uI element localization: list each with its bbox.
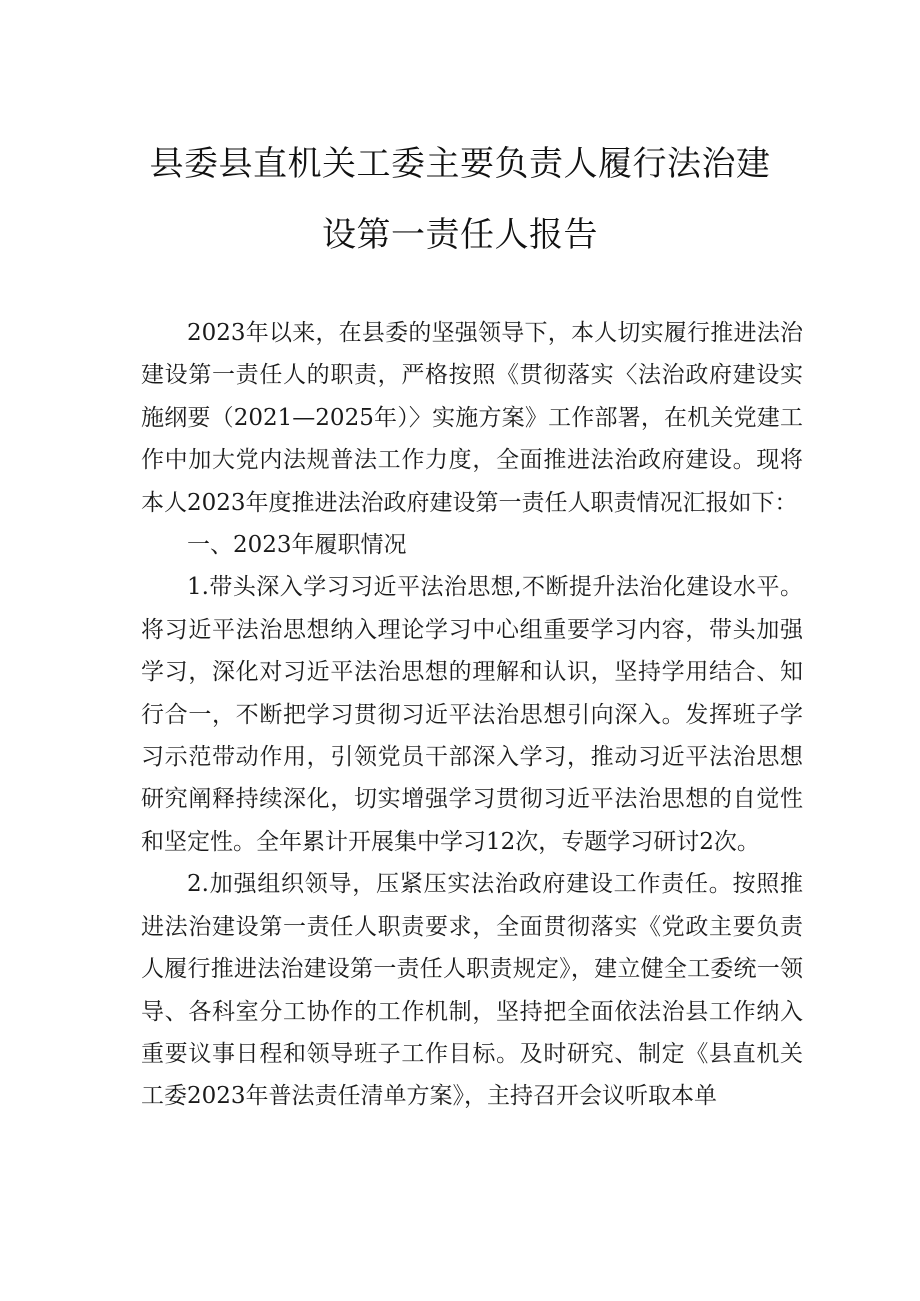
document-title-line-2: 设第一责任人报告 [322, 215, 598, 255]
paragraph-item-1: 1.带头深入学习习近平法治思想,不断提升法治化建设水平。将习近平法治思想纳入理论学习中心组重要学习内容，带头加强学习，深化对习近平法治思想的理解和认识，坚持学用结合、知行合一，不断把学习贯彻习近平法治思想引向深入。发挥班子学习示范带动作用，引领党员干部深入学习，推动习近平法治思想研究阐释持续深化，切实增强学习贯彻习近平法治思想的自觉性和坚定性。全年累计开展集中学习12次，专题学习研讨2次。 [141, 574, 803, 855]
paragraph-intro: 2023年以来，在县委的坚强领导下，本人切实履行推进法治建设第一责任人的职责，严格按照《贯彻落实〈法治政府建设实施纲要（2021—2025年）〉实施方案》工作部署，在机关党建工作中加大党内法规普法工作力度，全面推进法治政府建设。现将本人2023年度推进法治政府建设第一责任人职责情况汇报如下： [141, 320, 803, 516]
section-heading: 一、2023年履职情况 [187, 532, 407, 559]
document-body [141, 312, 803, 1118]
paragraph-item-2: 2.加强组织领导，压紧压实法治政府建设工作责任。按照推进法治建设第一责任人职责要求，全面贯彻落实《党政主要负责人履行推进法治建设第一责任人职责规定》，建立健全工委统一领导、各科室分工协作的工作机制，坚持把全面依法治县工作纳入重要议事日程和领导班子工作目标。及时研究、制定《县直机关工委2023年普法责任清单方案》，主持召开会议听取本单 [141, 871, 803, 1110]
document-title-line-1: 县委县直机关工委主要负责人履行法治建 [149, 144, 771, 184]
